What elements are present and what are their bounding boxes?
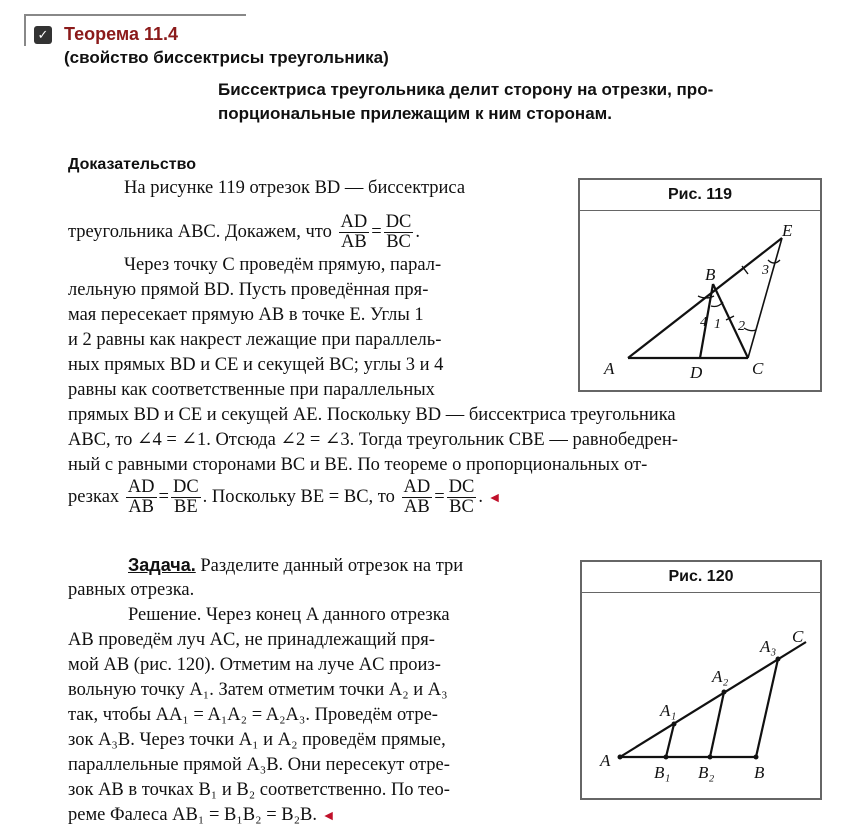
task-heading: Задача. (128, 555, 196, 575)
proof-line: прямых BD и CE и секущей AE. Поскольку BD — биссектриса треугольника (68, 405, 676, 425)
point-b2 (708, 755, 713, 760)
angle-label-3: 3 (762, 263, 769, 278)
label-b1: B₁ (654, 763, 671, 782)
task-line (128, 553, 463, 579)
label-a: A (600, 751, 611, 770)
proof-line-text: треугольника ABC. Докажем, что (68, 221, 332, 242)
fraction-ad-ab: $\frac{AD}{AB}$ (127, 477, 155, 517)
proof-line: резках $\frac{AD}{AB}$ = $\frac{DC}{BE}$ . Поскольку BE = BC, то $\frac{AD}{AB}$ = $\frac{DC}{BC}$ . ◄ (68, 477, 502, 517)
task-line: AB проведём луч AC, не принадлежащий пря- (68, 630, 435, 650)
proof-line: мая пересекает прямую AB в точке E. Углы 1 (68, 305, 424, 325)
angle-label-2: 2 (738, 319, 745, 334)
figure-119-caption: Рис. 119 (580, 180, 820, 211)
figure-120-drawing (582, 562, 820, 798)
fraction-dc-bc: $\frac{DC}{BC}$ (385, 212, 412, 252)
proof-line: и 2 равны как накрест лежащие при параллель- (68, 330, 442, 350)
point-a2 (722, 690, 727, 695)
task-line: равных отрезка. (68, 580, 195, 600)
proof-line: На рисунке 119 отрезок BD — биссектриса (124, 178, 466, 198)
statement-line-2: порциональные прилежащим к ним сторонам. (218, 104, 612, 123)
label-a2: A₂ (712, 667, 729, 686)
point-a3 (776, 657, 781, 662)
task-line-text: Разделите данный отрезок на три (200, 556, 464, 576)
proof-line: равны как соответственные при параллельных (68, 380, 435, 400)
label-b2: B₂ (698, 763, 715, 782)
point-b1 (664, 755, 669, 760)
label-b: B (754, 763, 765, 782)
point-b (754, 755, 759, 760)
theorem-title: Теорема 11.4 (64, 24, 179, 44)
parallel-line-a2 (710, 692, 724, 757)
angle-label-1: 1 (714, 317, 721, 332)
task-line-text: реме Фалеса AB₁ = B₁B₂ = B₂B. (68, 805, 318, 825)
fraction-dc-be: $\frac{DC}{BE}$ (172, 477, 199, 517)
proof-line: Через точку C проведём прямую, парал- (124, 255, 442, 275)
task-line: Решение. Через конец A данного отрезка (128, 605, 450, 625)
figure-120-caption: Рис. 120 (582, 562, 820, 593)
proof-line: ных прямых BD и CE и секущей BC; углы 3 и 4 (68, 355, 444, 375)
label-d: D (690, 363, 703, 382)
proof-line-text: резках (68, 486, 120, 507)
fraction-dc-bc: $\frac{DC}{BC}$ (448, 477, 475, 517)
theorem-subtitle: (свойство биссектрисы треугольника) (64, 48, 389, 67)
proof-line: лельную прямой BD. Пусть проведённая пря- (68, 280, 429, 300)
point-a1 (672, 722, 677, 727)
label-a3: A₃ (760, 637, 777, 656)
task-line: зок A₃B. Через точки A₁ и A₂ проведём прямые, (68, 730, 446, 750)
figure-120 (580, 560, 822, 800)
task-line (68, 803, 336, 830)
label-b: B (705, 265, 716, 284)
task-line: мой AB (рис. 120). Отметим на луче AC произ- (68, 655, 441, 675)
point-a (618, 755, 623, 760)
end-of-proof-icon: ◄ (487, 490, 502, 506)
fraction-ad-ab: $\frac{AD}{AB}$ (340, 212, 368, 252)
checkbox-icon: ✓ (34, 26, 52, 44)
fraction-ad-ab: $\frac{AD}{AB}$ (403, 477, 431, 517)
label-c: C (752, 359, 764, 378)
label-c: C (792, 627, 804, 646)
proof-line: ный с равными сторонами BC и BE. По теореме о пропорциональных от- (68, 455, 648, 475)
angle-label-4: 4 (700, 315, 707, 330)
label-a1: A₁ (660, 701, 677, 720)
label-e: E (782, 221, 793, 240)
proof-line: ABC, то ∠4 = ∠1. Отсюда ∠2 = ∠3. Тогда треугольник CBE — равнобедрен- (68, 430, 678, 450)
task-line: так, чтобы AA₁ = A₁A₂ = A₂A₃. Проведём отре- (68, 705, 438, 725)
proof-line-text: . Поскольку BE = BC, то (202, 486, 395, 507)
statement-line-1: Биссектриса треугольника делит сторону на отрезки, про- (218, 80, 714, 99)
label-a: A (604, 359, 615, 378)
proof-line: треугольника ABC. Докажем, что $\frac{AD}{AB}$ = $\frac{DC}{BC}$ . (68, 212, 421, 252)
task-line: вольную точку A₁. Затем отметим точки A₂ и A₃ (68, 680, 448, 700)
end-of-solution-icon: ◄ (321, 809, 336, 824)
proof-heading: Доказательство (68, 156, 196, 173)
segment-a3b (756, 659, 778, 757)
task-line: параллельные прямой A₃B. Они пересекут отре- (68, 755, 450, 775)
task-line: зок AB в точках B₁ и B₂ соответственно. По тео- (68, 780, 450, 800)
